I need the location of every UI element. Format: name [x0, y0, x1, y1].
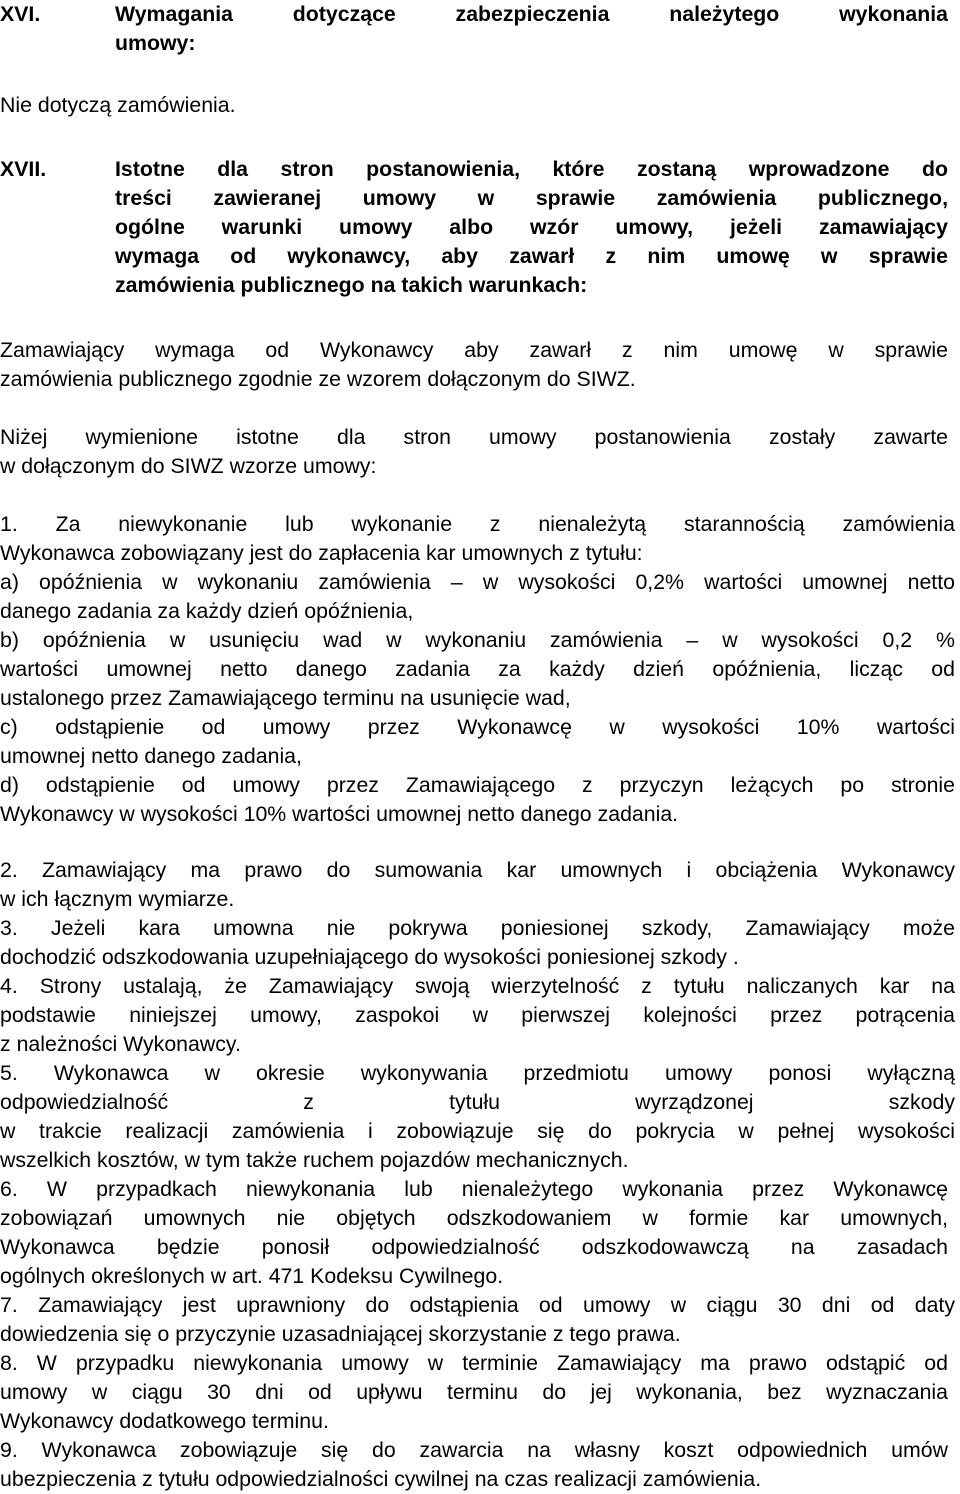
clause-line: c) odstąpienie od umowy przez Wykonawcę w wysokości 10% wartości — [0, 715, 955, 739]
section17-title-line: Istotne dla stron postanowienia, które zostaną wprowadzone do — [115, 157, 948, 181]
paragraph-line: zamówienia publicznego zgodnie ze wzorem dołączonym do SIWZ. — [0, 367, 636, 391]
section16-body: Nie dotyczą zamówienia. — [0, 93, 236, 117]
clause-line: w trakcie realizacji zamówienia i zobowiązuje się do pokrycia w pełnej wysokości — [0, 1119, 955, 1143]
clause-line: odpowiedzialność z tytułu wyrządzonej szkody — [0, 1090, 955, 1114]
clause-line: 5. Wykonawca w okresie wykonywania przedmiotu umowy ponosi wyłączną — [0, 1061, 955, 1085]
clause-line: 7. Zamawiający jest uprawniony do odstąpienia od umowy w ciągu 30 dni od daty — [0, 1293, 955, 1317]
paragraph-line: w dołączonym do SIWZ wzorze umowy: — [0, 454, 377, 478]
clause-line: zobowiązań umownych nie objętych odszkodowaniem w formie kar umownych, — [0, 1206, 948, 1230]
paragraph-line: Zamawiający wymaga od Wykonawcy aby zawarł z nim umowę w sprawie — [0, 338, 948, 362]
section16-title-line1: Wymagania dotyczące zabezpieczenia należytego wykonania — [115, 2, 948, 26]
clause-line: w ich łącznym wymiarze. — [0, 887, 235, 911]
clause-line: 1. Za niewykonanie lub wykonanie z nienależytą starannością zamówienia — [0, 512, 955, 536]
clause-line: wartości umownej netto danego zadania za każdy dzień opóźnienia, licząc od — [0, 657, 955, 681]
clause-line: 9. Wykonawca zobowiązuje się do zawarcia na własny koszt odpowiednich umów — [0, 1438, 948, 1462]
clause-line: wszelkich kosztów, w tym także ruchem pojazdów mechanicznych. — [0, 1148, 629, 1172]
clause-line: dochodzić odszkodowania uzupełniającego do wysokości poniesionej szkody . — [0, 945, 739, 969]
clause-line: d) odstąpienie od umowy przez Zamawiającego z przyczyn leżących po stronie — [0, 773, 955, 797]
section17-title-line: wymaga od wykonawcy, aby zawarł z nim umowę w sprawie — [115, 244, 948, 268]
clause-line: ustalonego przez Zamawiającego terminu na usunięcie wad, — [0, 686, 571, 710]
clause-line: 2. Zamawiający ma prawo do sumowania kar umownych i obciążenia Wykonawcy — [0, 858, 955, 882]
clause-line: danego zadania za każdy dzień opóźnienia, — [0, 599, 414, 623]
clause-line: 4. Strony ustalają, że Zamawiający swoją wierzytelność z tytułu naliczanych kar na — [0, 974, 955, 998]
section17-title-line: zamówienia publicznego na takich warunkach: — [115, 273, 588, 297]
clause-line: umowy w ciągu 30 dni od upływu terminu do jej wykonania, bez wyznaczania — [0, 1380, 948, 1404]
clause-line: 8. W przypadku niewykonania umowy w terminie Zamawiający ma prawo odstąpić od — [0, 1351, 948, 1375]
clause-line: dowiedzenia się o przyczynie uzasadniającej skorzystanie z tego prawa. — [0, 1322, 681, 1346]
clause-line: Wykonawcy w wysokości 10% wartości umownej netto danego zadania. — [0, 802, 679, 826]
section17-title-line: treści zawieranej umowy w sprawie zamówienia publicznego, — [115, 186, 948, 210]
clause-line: Wykonawca będzie ponosił odpowiedzialność odszkodowawczą na zasadach — [0, 1235, 948, 1259]
paragraph-line: Niżej wymienione istotne dla stron umowy postanowienia zostały zawarte — [0, 425, 948, 449]
clause-line: umownej netto danego zadania, — [0, 744, 302, 768]
clause-line: ubezpieczenia z tytułu odpowiedzialności cywilnej na czas realizacji zamówienia. — [0, 1467, 762, 1491]
section16-title-line2: umowy: — [115, 31, 196, 55]
clause-line: Wykonawca zobowiązany jest do zapłacenia kar umownych z tytułu: — [0, 541, 643, 565]
clause-line: Wykonawcy dodatkowego terminu. — [0, 1409, 329, 1433]
section17-number: XVII. — [0, 157, 47, 181]
clause-line: podstawie niniejszej umowy, zaspokoi w pierwszej kolejności przez potrącenia — [0, 1003, 955, 1027]
clause-line: ogólnych określonych w art. 471 Kodeksu Cywilnego. — [0, 1264, 504, 1288]
clause-line: b) opóźnienia w usunięciu wad w wykonaniu zamówienia – w wysokości 0,2 % — [0, 628, 955, 652]
clause-line: 3. Jeżeli kara umowna nie pokrywa poniesionej szkody, Zamawiający może — [0, 916, 955, 940]
section16-number: XVI. — [0, 2, 41, 26]
clause-line: a) opóźnienia w wykonaniu zamówienia – w wysokości 0,2% wartości umownej netto — [0, 570, 955, 594]
clause-line: 6. W przypadkach niewykonania lub nienależytego wykonania przez Wykonawcę — [0, 1177, 948, 1201]
section17-title-line: ogólne warunki umowy albo wzór umowy, jeżeli zamawiający — [115, 215, 948, 239]
clause-line: z należności Wykonawcy. — [0, 1032, 241, 1056]
